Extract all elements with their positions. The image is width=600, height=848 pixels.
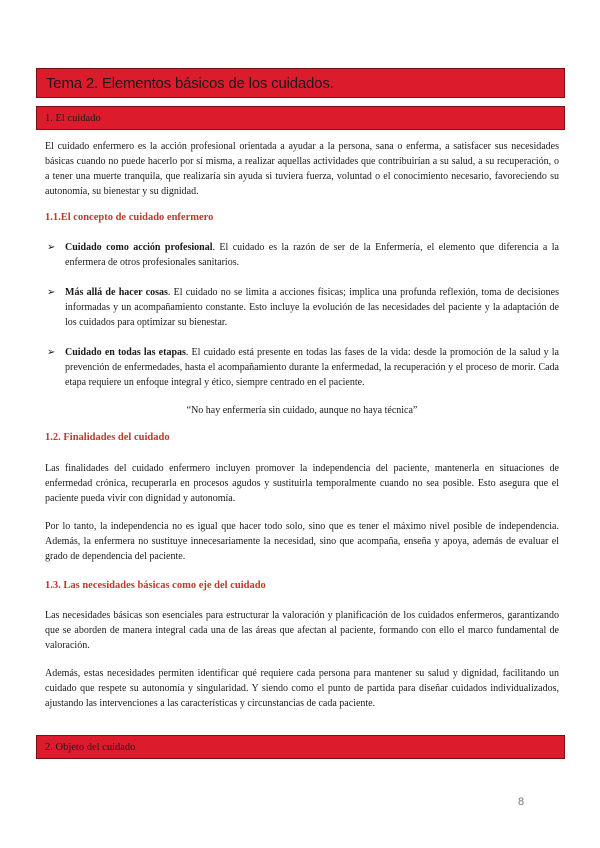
subsection-heading: 1.3. Las necesidades básicas como eje del cuidado [45, 580, 266, 591]
section-heading: 2. Objeto del cuidado [45, 741, 136, 753]
paragraph: Por lo tanto, la independencia no es igual que hacer todo solo, sino que es tener el máximo nivel posible de independencia. Además, la enfermera no sustituye innecesariamente la necesidad, sino que acompaña, enseña y apoya, además de evaluar el grado de dependencia del paciente. [45, 521, 559, 562]
chapter-title-bar [36, 68, 565, 98]
section-heading-bar [36, 735, 565, 759]
subsection-heading: 1.1.El concepto de cuidado enfermero [45, 212, 214, 223]
list-item [47, 285, 559, 330]
intro-paragraph: El cuidado enfermero es la acción profesional orientada a ayudar a la persona, sana o enferma, a satisfacer sus necesidades básicas cuando no puede hacerlo por sí misma, a realizar aquellas actividades que contribuirían a su salud, a su recuperación, o a tener una muerte tranquila, que realizaría sin ayuda si tuviera fuerza, voluntad o el conocimiento necesario, favoreciendo su autonomía, su bienestar y su dignidad. [45, 141, 559, 197]
list-item-body: . El cuidado está presente en todas las fases de la vida: desde la promoción de la salud y la prevención de enfermedades, hasta el acompañamiento durante la enfermedad, la recuperación y el proceso de morir. Cada etapa requiere un enfoque integral y ético, siempre centrado en el paciente. [65, 347, 559, 388]
section-heading: 1. El cuidado [45, 112, 101, 124]
section-heading-bar [36, 106, 565, 130]
subsection-heading: 1.2. Finalidades del cuidado [45, 432, 170, 443]
list-item-body: . El cuidado no se limita a acciones físicas; implica una profunda reflexión, toma de decisiones informadas y un acompañamiento constante. Esto incluye la evolución de las necesidades del paciente y la adaptación de los cuidados para optimizar su bienestar. [65, 287, 559, 328]
list-item-text [65, 345, 559, 390]
paragraph: Además, estas necesidades permiten identificar qué requiere cada persona para mantener su salud y dignidad, facilitando un cuidado que respete su autonomía y singularidad. Y siendo como el punto de partida para diseñar cuidados individualizados, ajustando las intervenciones a las características y circunstancias de cada paciente. [45, 668, 559, 709]
list-item-bold: Cuidado en todas las etapas [65, 347, 186, 358]
page-number: 8 [518, 796, 525, 808]
list-item-bold: Cuidado como acción profesional [65, 242, 213, 253]
list-item-body: . El cuidado es la razón de ser de la Enfermería, el elemento que diferencia a la enfermera de otros profesionales sanitarios. [65, 242, 559, 268]
paragraph: Las necesidades básicas son esenciales para estructurar la valoración y planificación de los cuidados enfermeros, garantizando que se aborden de manera integral cada una de las áreas que afectan al paciente, formando con ello el marco fundamental de valoración. [45, 610, 559, 651]
list-item-bold: Más allá de hacer cosas [65, 287, 168, 298]
quote: “No hay enfermería sin cuidado, aunque no haya técnica” [186, 405, 418, 416]
arrowhead-icon: ➢ [47, 347, 56, 358]
chapter-title: Tema 2. Elementos básicos de los cuidados. [46, 74, 334, 92]
list-item-text [65, 285, 559, 330]
paragraph: Las finalidades del cuidado enfermero incluyen promover la independencia del paciente, mantenerla en situaciones de enfermedad crónica, recuperarla en procesos agudos y sustituirla temporalmente cuando no sea posible. Esto asegura que el paciente pueda vivir con dignidad y autonomía. [45, 463, 559, 504]
arrowhead-icon: ➢ [47, 242, 56, 253]
arrowhead-icon: ➢ [47, 287, 56, 298]
list-item [47, 240, 559, 270]
list-item [47, 345, 559, 390]
list-item-text [65, 240, 559, 270]
